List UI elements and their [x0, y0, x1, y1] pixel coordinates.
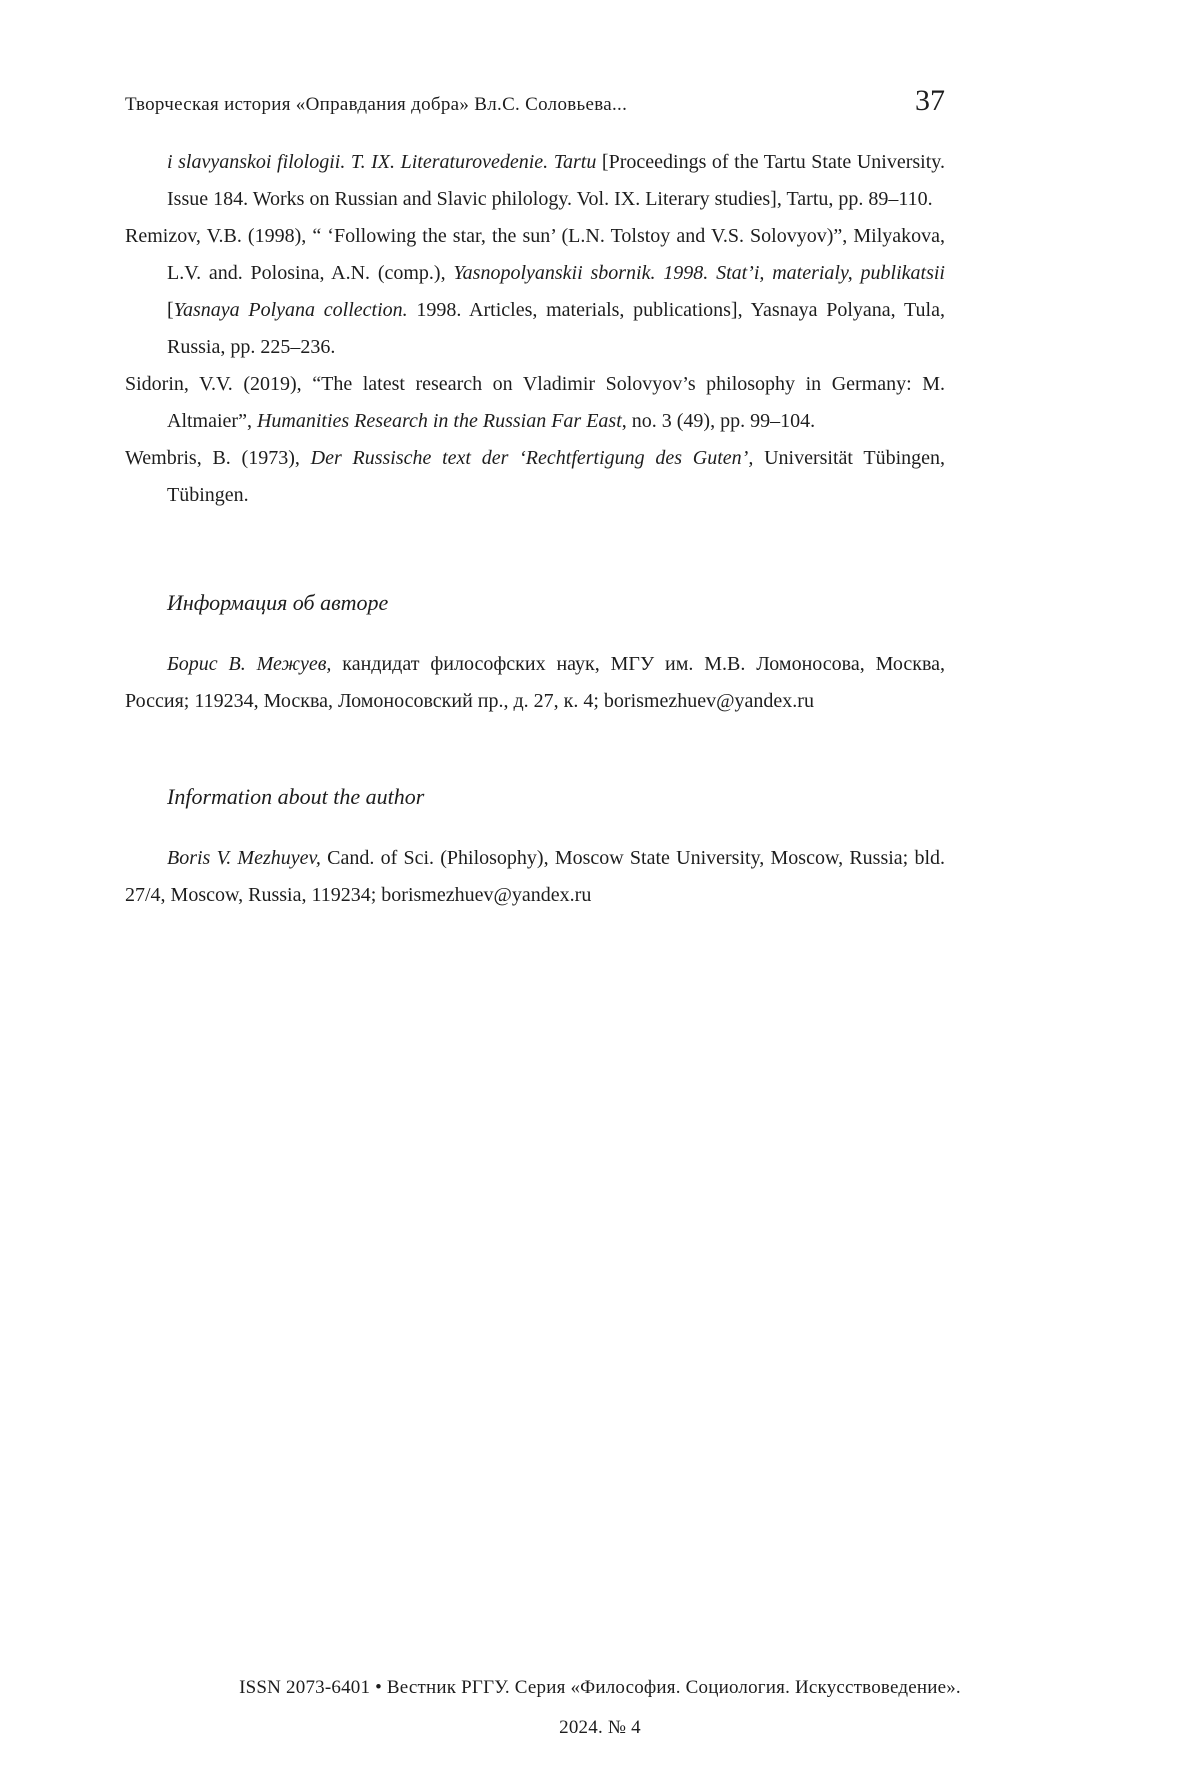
reference-entry-remizov: Remizov, V.B. (1998), “ ‘Following the star, the sun’ (L.N. Tolstoy and V.S. Solovyov)”, Milyakova, L.V. and. Polosina, A.N. (comp.), Yasnopolyanskii sbornik. 1998. Stat’i, materialy, publikatsii [Yasnaya Polyana collection. 1998. Articles, materials, publications], Yasnaya Polyana, Tula, Russia, pp. 225–236.	[125, 225, 945, 358]
author-info-ru-paragraph: Борис В. Межуев, кандидат философских наук, МГУ им. М.В. Ломоносова, Москва, Россия; 119234, Москва, Ломоносовский пр., д. 27, к. 4; borismezhuev@yandex.ru	[125, 653, 946, 712]
running-header	[125, 84, 945, 118]
author-info-ru-heading: Информация об авторе	[167, 590, 389, 615]
reference-entry-sidorin: Sidorin, V.V. (2019), “The latest research on Vladimir Solovyov’s philosophy in Germany: M. Altmaier”, Humanities Research in the Russian Far East, no. 3 (49), pp. 99–104.	[125, 373, 945, 432]
page-number: 37	[915, 84, 945, 117]
footer-issn-line: ISSN 2073-6401 • Вестник РГГУ. Серия «Философия. Социология. Искусствоведение».	[239, 1677, 961, 1698]
references-list	[125, 144, 945, 514]
reference-entry-wembris: Wembris, B. (1973), Der Russische text der ‘Rechtfertigung des Guten’, Universität Tübingen, Tübingen.	[125, 447, 945, 506]
journal-footer	[0, 1668, 1200, 1748]
reference-entry-continuation: i slavyanskoi filologii. T. IX. Literaturovedenie. Tartu [Proceedings of the Tartu State University. Issue 184. Works on Russian and Slavic philology. Vol. IX. Literary studies], Tartu, pp. 89–110.	[167, 151, 945, 210]
author-info-en-paragraph: Boris V. Mezhuyev, Cand. of Sci. (Philosophy), Moscow State University, Moscow, Russia; bld. 27/4, Moscow, Russia, 119234; borismezhuev@yandex.ru	[125, 847, 945, 906]
author-info-en-heading: Information about the author	[167, 784, 425, 809]
footer-year-line: 2024. № 4	[559, 1717, 641, 1738]
running-title: Творческая история «Оправдания добра» Вл.С. Соловьева...	[125, 94, 628, 115]
